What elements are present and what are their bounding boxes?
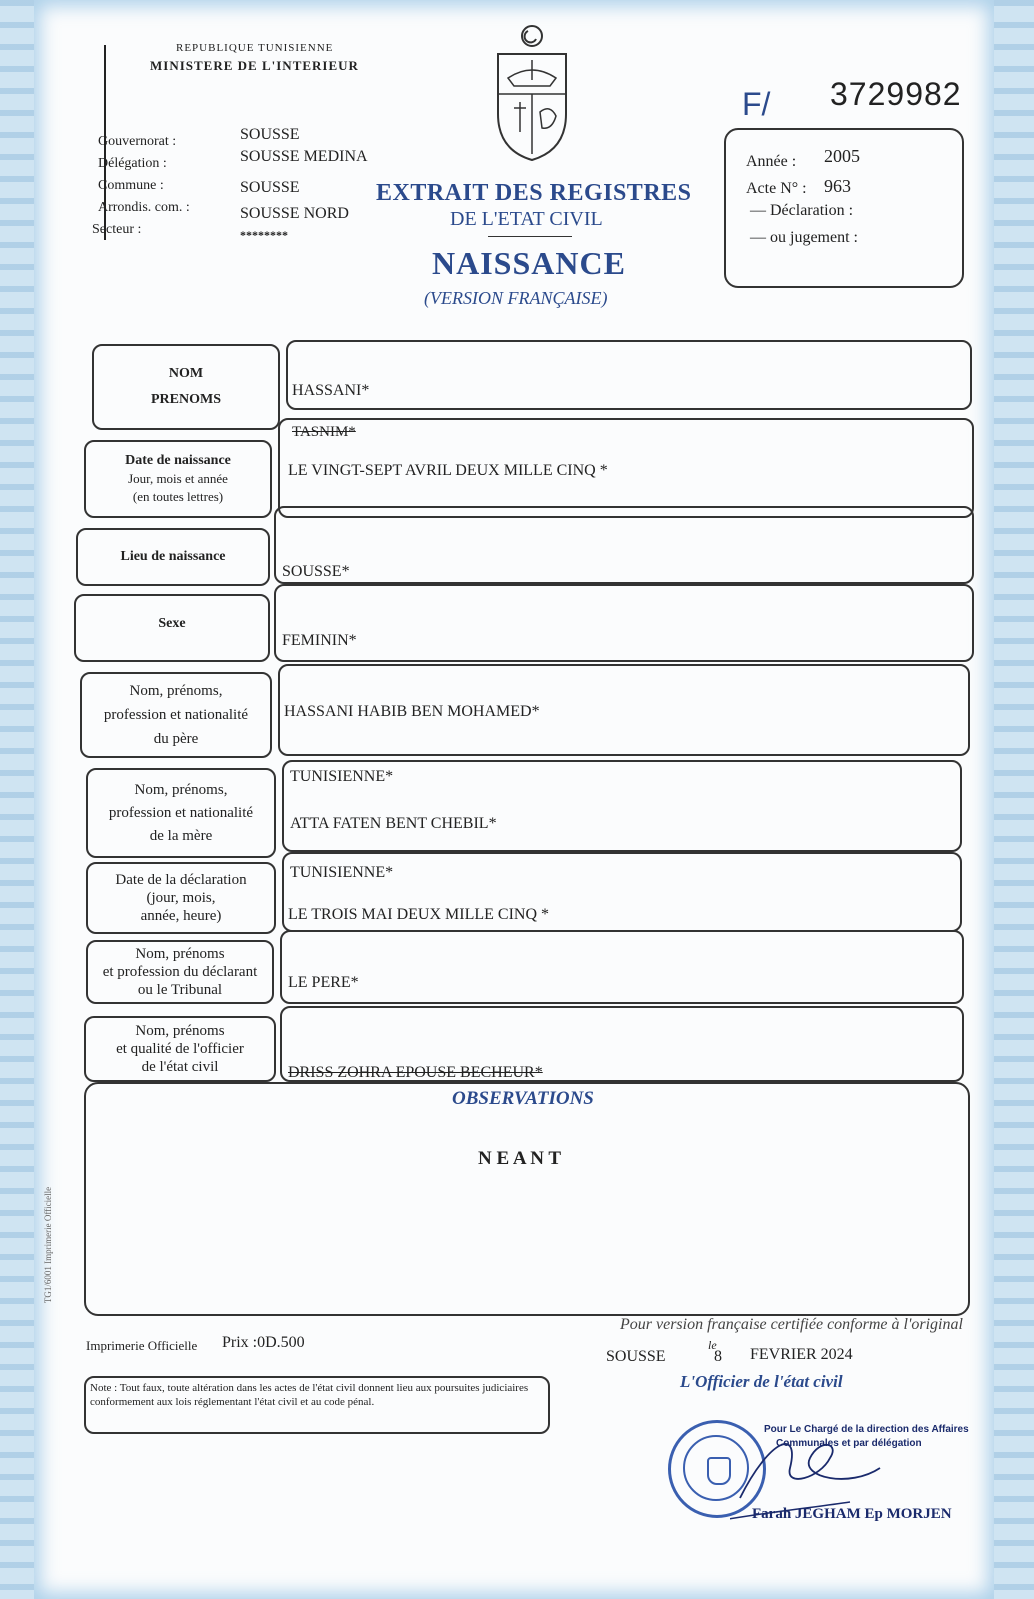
republic-heading: REPUBLIQUE TUNISIENNE [176, 42, 334, 54]
row-officer-label1: Nom, prénoms [135, 1023, 225, 1039]
observations-box [84, 1082, 970, 1316]
annee-label: Année : [746, 153, 797, 170]
field-delegation-value: SOUSSE MEDINA [240, 148, 368, 165]
signer-name: Farah JEGHAM Ep MORJEN [752, 1506, 952, 1522]
field-delegation-label: Délégation : [98, 156, 167, 171]
row-father-label3: du père [153, 731, 199, 747]
row-father-label2: profession et nationalité [103, 707, 249, 723]
row-father-nationality-value: TUNISIENNE* [290, 768, 394, 785]
row-declarant-label3: ou le Tribunal [137, 982, 223, 998]
annee-value: 2005 [824, 146, 860, 166]
ministry-heading: MINISTERE DE L'INTERIEUR [150, 58, 359, 73]
row-declarant-label2: et profession du déclarant [102, 964, 258, 980]
jugement-label: — ou jugement : [750, 229, 858, 246]
title-main: NAISSANCE [432, 245, 626, 281]
row-declaration-date-label1: Date de la déclaration [115, 872, 247, 888]
date-le: le [708, 1338, 717, 1352]
row-birthdate-sub2: (en toutes lettres) [132, 489, 224, 504]
date-day: 8 [714, 1348, 722, 1365]
coat-of-arms-icon [492, 22, 572, 162]
row-mother-name-value: ATTA FATEN BENT CHEBIL* [290, 815, 497, 832]
row-prenoms-label: PRENOMS [151, 392, 221, 407]
side-imprint: TG1/6001 Imprimerie Officielle [43, 1186, 54, 1304]
row-mother-label-box [86, 768, 276, 858]
row-declarant-value: LE PERE* [288, 974, 359, 991]
field-secteur-label: Secteur : [92, 222, 142, 237]
row-birthplace-value: SOUSSE* [282, 563, 350, 580]
row-birthdate-label: Date de naissance [125, 453, 231, 468]
row-nom-value: HASSANI* [292, 382, 370, 399]
row-mother-label2: profession et nationalité [108, 804, 254, 821]
certification-text: Pour version française certifiée conforme à l'original [620, 1316, 963, 1333]
row-mother-label1: Nom, prénoms, [134, 781, 228, 798]
row-birthplace-label-box [76, 528, 270, 586]
row-sex-label: Sexe [158, 616, 186, 631]
row-declaration-date-label3: année, heure) [140, 908, 222, 924]
observations-text: N E A N T [478, 1148, 562, 1169]
row-declarant-value-box [280, 930, 964, 1004]
field-gouvernorat-label: Gouvernorat : [98, 134, 177, 149]
field-gouvernorat-value: SOUSSE [240, 126, 300, 143]
officer-title: L'Officier de l'état civil [680, 1372, 843, 1391]
title-line1: EXTRAIT DES REGISTRES [376, 180, 692, 206]
printer-label: Imprimerie Officielle [86, 1338, 198, 1353]
row-sex-value-box [274, 584, 974, 662]
stamp-line2: Communales et par délégation [776, 1438, 922, 1449]
row-nom-label: NOM [168, 366, 204, 381]
row-officer-value: DRISS ZOHRA EPOUSE BECHEUR* [288, 1064, 543, 1081]
observations-title: OBSERVATIONS [452, 1088, 594, 1109]
place-value: SOUSSE [606, 1348, 666, 1365]
row-father-label1: Nom, prénoms, [129, 683, 223, 699]
row-nom-value-box [286, 340, 972, 410]
row-father-name-value: HASSANI HABIB BEN MOHAMED* [284, 703, 540, 720]
field-arrondissement-value: SOUSSE NORD [240, 205, 349, 222]
date-month-year: FEVRIER 2024 [750, 1346, 853, 1363]
row-officer-label3: de l'état civil [141, 1059, 219, 1075]
row-father-label-box [80, 672, 272, 758]
serial-number: 3729982 [830, 76, 962, 112]
row-birthdate-value: LE VINGT-SEPT AVRIL DEUX MILLE CINQ * [288, 462, 608, 479]
title-version: (VERSION FRANÇAISE) [424, 288, 608, 308]
row-prenoms-value: TASNIM* [292, 424, 356, 440]
serial-prefix: F/ [742, 86, 771, 122]
row-officer-label-box [84, 1016, 276, 1082]
title-line2: DE L'ETAT CIVIL [450, 208, 603, 230]
row-declaration-date-label-box [86, 862, 276, 934]
field-secteur-value: ******** [240, 228, 288, 242]
row-declaration-date-label2: (jour, mois, [146, 890, 216, 906]
row-declaration-date-value: LE TROIS MAI DEUX MILLE CINQ * [288, 906, 550, 923]
row-mother-nationality-value: TUNISIENNE* [290, 864, 394, 881]
acte-number-label: Acte N° : [746, 180, 807, 197]
row-mother-value-box [282, 760, 962, 852]
title-divider [488, 236, 572, 237]
row-declarant-label1: Nom, prénoms [135, 946, 225, 962]
field-commune-label: Commune : [98, 178, 164, 193]
row-birthdate-label-box [84, 440, 272, 518]
row-sex-value: FEMININ* [282, 632, 357, 649]
row-birthplace-value-box [274, 506, 974, 584]
row-nom-label-box [92, 344, 280, 430]
row-officer-label2: et qualité de l'officier [116, 1041, 244, 1057]
stamp-line1: Pour Le Chargé de la direction des Affaires [764, 1424, 969, 1435]
row-birthdate-sub1: Jour, mois et année [128, 471, 228, 486]
row-sex-label-box [74, 594, 270, 662]
field-commune-value: SOUSSE [240, 179, 300, 196]
row-birthplace-label: Lieu de naissance [120, 549, 226, 564]
row-mother-label3: de la mère [149, 827, 213, 844]
declaration-label: — Déclaration : [750, 202, 854, 219]
acte-number-value: 963 [824, 176, 851, 196]
legal-note: Note : Tout faux, toute altération dans les actes de l'état civil donnent lieu aux poursuites judiciaires conformement aux lois réglementant l'état civil et au code pénal. [90, 1382, 529, 1408]
row-declarant-label-box [86, 940, 274, 1004]
price-label: Prix :0D.500 [222, 1334, 305, 1351]
field-arrondissement-label: Arrondis. com. : [98, 200, 190, 215]
